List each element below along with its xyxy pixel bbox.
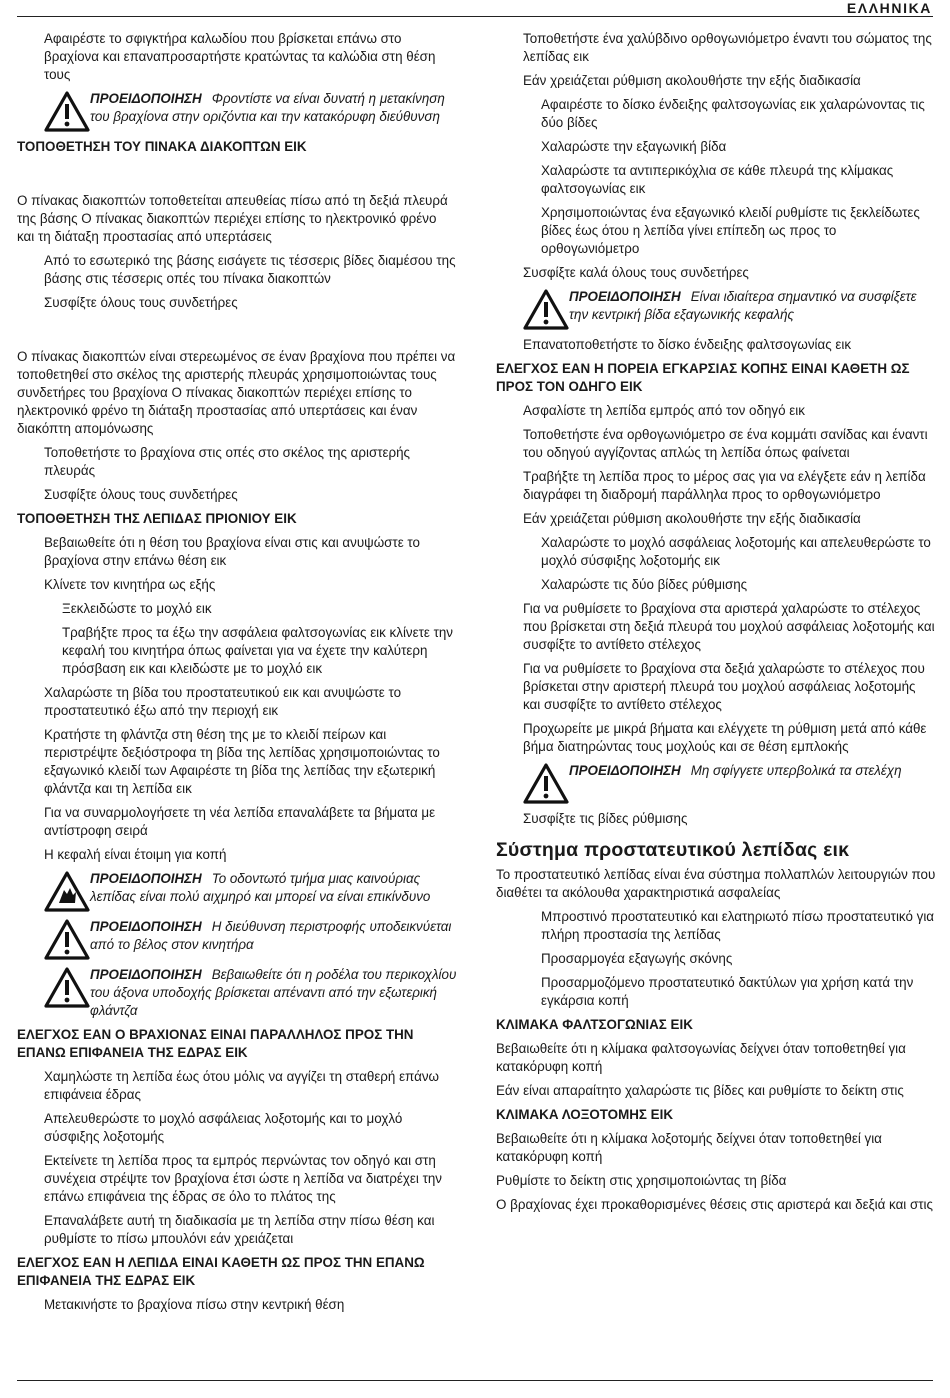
paragraph: Τοποθετήστε το βραχίονα στις οπές στο σκέλος της αριστερής πλευράς [44,445,410,478]
warning-body: Φροντίστε να είναι δυνατή η μετακίνηση του βραχίονα στην οριζόντια και την κατακόρυφη διεύθυνση [90,91,445,124]
paragraph: Για να συναρμολογήσετε τη νέα λεπίδα επαναλάβετε τα βήματα με αντίστροφη σειρά [44,805,436,838]
paragraph: Εκτείνετε τη λεπίδα προς τα εμπρός περνώντας τον οδηγό και στη συνέχεια στρέψτε τον βραχίονα έτσι ώστε η λεπίδα να διατρέχει την επάνω επιφάνεια της έδρας σε όλο το πλάτος της [44,1153,443,1204]
warning-text [569,762,902,804]
paragraph: Χαλαρώστε τις δύο βίδες ρύθμισης [541,577,748,592]
paragraph: Για να ρυθμίσετε το βραχίονα στα αριστερά χαλαρώστε το στέλεχος που βρίσκεται στη δεξιά πλευρά του μοχλού ασφάλειας λοξοτομής και συσφίξτε το αντίθετο στέλεχος [523,601,935,652]
warning-body: Είναι ιδιαίτερα σημαντικό να συσφίξετε την κεντρική βίδα εξαγωνικής κεφαλής [569,289,917,322]
left-column [17,30,457,1320]
section-heading: ΤΟΠΟΘΕΤΗΣΗ ΤΟΥ ΠΙΝΑΚΑ ΔΙΑΚΟΠΤΩΝ ΕΙΚ [17,139,307,154]
section-heading: ΕΛΕΓΧΟΣ ΕΑΝ Ο ΒΡΑΧΙΟΝΑΣ ΕΙΝΑΙ ΠΑΡΑΛΛΗΛΟΣ ΠΡΟΣ ΤΗΝ ΕΠΑΝΩ ΕΠΙΦΑΝΕΙΑ ΤΗΣ ΕΔΡΑΣ ΕΙΚ [17,1027,414,1060]
warning-block [17,918,457,960]
paragraph: Προσαρμοζόμενο προστατευτικό δακτύλων για χρήση κατά την εγκάρσια κοπή [541,975,914,1008]
paragraph: Το προστατευτικό λεπίδας είναι ένα σύστημα πολλαπλών λειτουργιών που διαθέτει τα ακόλουθα χαρακτηριστικά ασφαλείας [496,867,936,900]
warning-block [496,762,936,804]
paragraph: Ο βραχίονας έχει προκαθορισμένες θέσεις στις αριστερά και δεξιά και στις [496,1197,933,1212]
paragraph: Τοποθετήστε ένα χαλύβδινο ορθογωνιόμετρο έναντι του σώματος της λεπίδας εικ [523,31,932,64]
paragraph: Προσαρμογέα εξαγωγής σκόνης [541,951,733,966]
paragraph: Χαμηλώστε τη λεπίδα έως ότου μόλις να αγγίζει τη σταθερή επάνω επιφάνεια έδρας [44,1069,439,1102]
paragraph: Χρησιμοποιώντας ένα εξαγωνικό κλειδί ρυθμίστε τις ξεκλείδωτες βίδες έως ότου η λεπίδα γίνει επίπεδη ως προς το ορθογωνιόμετρο [541,205,920,256]
warning-text [569,288,936,330]
warning-block [17,90,457,132]
paragraph: Αφαιρέστε το δίσκο ένδειξης φαλτσογωνίας εικ χαλαρώνοντας τις δύο βίδες [541,97,925,130]
warning-label: ΠΡΟΕΙΔΟΠΟΙΗΣΗ [569,289,681,304]
warning-triangle-icon [44,966,90,1008]
paragraph: Χαλαρώστε τα αντιπερικόχλια σε κάθε πλευρά της κλίμακας φαλτσογωνίας εικ [541,163,894,196]
paragraph: Βεβαιωθείτε ότι η κλίμακα λοξοτομής δείχνει όταν τοποθετηθεί για κατακόρυφη κοπή [496,1131,882,1164]
warning-text [90,966,457,1020]
paragraph: Συσφίξτε όλους τους συνδετήρες [44,295,238,310]
warning-body: Η διεύθυνση περιστροφής υποδεικνύεται από το βέλος στον κινητήρα [90,919,452,952]
warning-text [90,870,457,912]
right-column [496,30,936,1220]
warning-label: ΠΡΟΕΙΔΟΠΟΙΗΣΗ [90,967,202,982]
hand-warning-icon [44,870,90,912]
paragraph: Εάν χρειάζεται ρύθμιση ακολουθήστε την εξής διαδικασία [523,511,861,526]
paragraph: Μετακινήστε το βραχίονα πίσω στην κεντρική θέση [44,1297,345,1312]
paragraph: Τραβήξτε προς τα έξω την ασφάλεια φαλτσογωνίας εικ κλίνετε την κεφαλή του κινητήρα όπως φαίνεται για να έχετε την καλύτερη πρόσβαση εικ και κλειδώστε με το μοχλό εικ [62,625,453,676]
footer-rule [17,1380,933,1381]
paragraph: Συσφίξτε όλους τους συνδετήρες [44,487,238,502]
paragraph: Χαλαρώστε το μοχλό ασφάλειας λοξοτομής και απελευθερώστε το μοχλό σύσφιξης λοξοτομής εικ [541,535,931,568]
section-heading: ΕΛΕΓΧΟΣ ΕΑΝ Η ΛΕΠΙΔΑ ΕΙΝΑΙ ΚΑΘΕΤΗ ΩΣ ΠΡΟΣ ΤΗΝ ΕΠΑΝΩ ΕΠΙΦΑΝΕΙΑ ΤΗΣ ΕΔΡΑΣ ΕΙΚ [17,1255,425,1288]
paragraph: Κρατήστε τη φλάντζα στη θέση της με το κλειδί πείρων και περιστρέψτε δεξιόστροφα τη βίδα της λεπίδας χρησιμοποιώντας το εξαγωνικό κλειδί των Αφαιρέστε τη βίδα της λεπίδας την εξωτερική φλάντζα και τη λεπίδα εικ [44,727,440,796]
section-heading: ΚΛΙΜΑΚΑ ΦΑΛΤΣΟΓΩΝΙΑΣ ΕΙΚ [496,1017,693,1032]
paragraph: Προχωρείτε με μικρά βήματα και ελέγχετε τη ρύθμιση μετά από κάθε βήμα διατηρώντας τους μοχλούς και σε θέση εμπλοκής [523,721,927,754]
paragraph: Μπροστινό προστατευτικό και ελατηριωτό πίσω προστατευτικό για πλήρη προστασία της λεπίδας [541,909,935,942]
warning-block [17,966,457,1020]
warning-block [496,288,936,330]
section-heading: ΤΟΠΟΘΕΤΗΣΗ ΤΗΣ ΛΕΠΙΔΑΣ ΠΡΙΟΝΙΟΥ ΕΙΚ [17,511,297,526]
paragraph: Ο πίνακας διακοπτών είναι στερεωμένος σε έναν βραχίονα που πρέπει να τοποθετηθεί στο σκέλος της αριστερής πλευράς χρησιμοποιώντας τους συνδετήρες του βραχίονα Ο πίνακας διακοπτών περιέχει επίσης το ηλεκτρονικό φρένο τη διάταξη προστασίας από υπερτάσεις και έναν διακόπτη απομόνωσης [17,349,456,436]
paragraph: Χαλαρώστε την εξαγωνική βίδα [541,139,727,154]
section-heading: ΚΛΙΜΑΚΑ ΛΟΞΟΤΟΜΗΣ ΕΙΚ [496,1107,673,1122]
paragraph: Επαναλάβετε αυτή τη διαδικασία με τη λεπίδα στην πίσω θέση και ρυθμίστε το πίσω μπουλόνι εάν χρειάζεται [44,1213,435,1246]
warning-triangle-icon [523,762,569,804]
paragraph: Η κεφαλή είναι έτοιμη για κοπή [44,847,227,862]
paragraph: Κλίνετε τον κινητήρα ως εξής [44,577,216,592]
warning-body: Μη σφίγγετε υπερβολικά τα στελέχη [690,763,902,778]
paragraph: Ασφαλίστε τη λεπίδα εμπρός από τον οδηγό εικ [523,403,805,418]
paragraph: Εάν είναι απαραίτητο χαλαρώστε τις βίδες και ρυθμίστε το δείκτη στις [496,1083,904,1098]
paragraph: Για να ρυθμίσετε το βραχίονα στα δεξιά χαλαρώστε το στέλεχος που βρίσκεται στην αριστερή πλευρά του μοχλού ασφάλειας λοξοτομής και συσφίξτε το αντίθετο στέλεχος [523,661,925,712]
paragraph: Απελευθερώστε το μοχλό ασφάλειας λοξοτομής και το μοχλό σύσφιξης λοξοτομής [44,1111,403,1144]
paragraph: Τοποθετήστε ένα ορθογωνιόμετρο σε ένα κομμάτι σανίδας και έναντι του οδηγού αγγίζοντας απλώς τη λεπίδα όπως φαίνεται [523,427,928,460]
paragraph: Αφαιρέστε το σφιγκτήρα καλωδίου που βρίσκεται επάνω στο βραχίονα και επαναπροσαρτήστε κρατώντας τα καλώδια στη θέση τους [44,31,436,82]
header-rule [17,16,933,17]
warning-triangle-icon [44,90,90,132]
paragraph: Βεβαιωθείτε ότι η θέση του βραχίονα είναι στις και ανυψώστε το βραχίονα στην επάνω θέση εικ [44,535,420,568]
warning-body: Το οδοντωτό τμήμα μιας καινούριας λεπίδας είναι πολύ αιχμηρό και μπορεί να είναι επικίνδυνο [90,871,431,904]
warning-label: ΠΡΟΕΙΔΟΠΟΙΗΣΗ [90,919,202,934]
warning-text [90,918,457,960]
warning-triangle-icon [44,918,90,960]
paragraph: Χαλαρώστε τη βίδα του προστατευτικού εικ και ανυψώστε το προστατευτικό έξω από την περιοχή εικ [44,685,402,718]
warning-label: ΠΡΟΕΙΔΟΠΟΙΗΣΗ [569,763,681,778]
paragraph: Ρυθμίστε το δείκτη στις χρησιμοποιώντας τη βίδα [496,1173,787,1188]
paragraph: Τραβήξτε τη λεπίδα προς το μέρος σας για να ελέγξετε εάν η λεπίδα διαγράφει τη διαδρομή παράλληλα προς το ορθογωνιόμετρο [523,469,926,502]
paragraph: Συσφίξτε τις βίδες ρύθμισης [523,811,688,826]
paragraph: Ξεκλειδώστε το μοχλό εικ [62,601,212,616]
section-title: Σύστημα προστατευτικού λεπίδας εικ [496,839,850,861]
language-label: ΕΛΛΗΝΙΚΑ [846,0,932,16]
paragraph: Συσφίξτε καλά όλους τους συνδετήρες [523,265,749,280]
warning-block [17,870,457,912]
paragraph: Βεβαιωθείτε ότι η κλίμακα φαλτσογωνίας δείχνει όταν τοποθετηθεί για κατακόρυφη κοπή [496,1041,906,1074]
section-heading: ΕΛΕΓΧΟΣ ΕΑΝ Η ΠΟΡΕΙΑ ΕΓΚΑΡΣΙΑΣ ΚΟΠΗΣ ΕΙΝΑΙ ΚΑΘΕΤΗ ΩΣ ΠΡΟΣ ΤΟΝ ΟΔΗΓΟ ΕΙΚ [496,361,910,394]
warning-label: ΠΡΟΕΙΔΟΠΟΙΗΣΗ [90,871,202,886]
paragraph: Ο πίνακας διακοπτών τοποθετείται απευθείας πίσω από τη δεξιά πλευρά της βάσης Ο πίνακας διακοπτών περιέχει επίσης το ηλεκτρονικό φρένο και τη διάταξη προστασίας από υπερτάσεις [17,193,448,244]
warning-triangle-icon [523,288,569,330]
warning-text [90,90,457,132]
paragraph: Επανατοποθετήστε το δίσκο ένδειξης φαλτσογωνίας εικ [523,337,852,352]
warning-body: Βεβαιωθείτε ότι η ροδέλα του περικοχλίου του άξονα υποδοχής βρίσκεται απέναντι από την εξωτερική φλάντζα [90,967,457,1018]
warning-label: ΠΡΟΕΙΔΟΠΟΙΗΣΗ [90,91,202,106]
paragraph: Από το εσωτερικό της βάσης εισάγετε τις τέσσερις βίδες διαμέσου της βάσης στις τέσσερις οπές του πίνακα διακοπτών [44,253,456,286]
paragraph: Εάν χρειάζεται ρύθμιση ακολουθήστε την εξής διαδικασία [523,73,861,88]
